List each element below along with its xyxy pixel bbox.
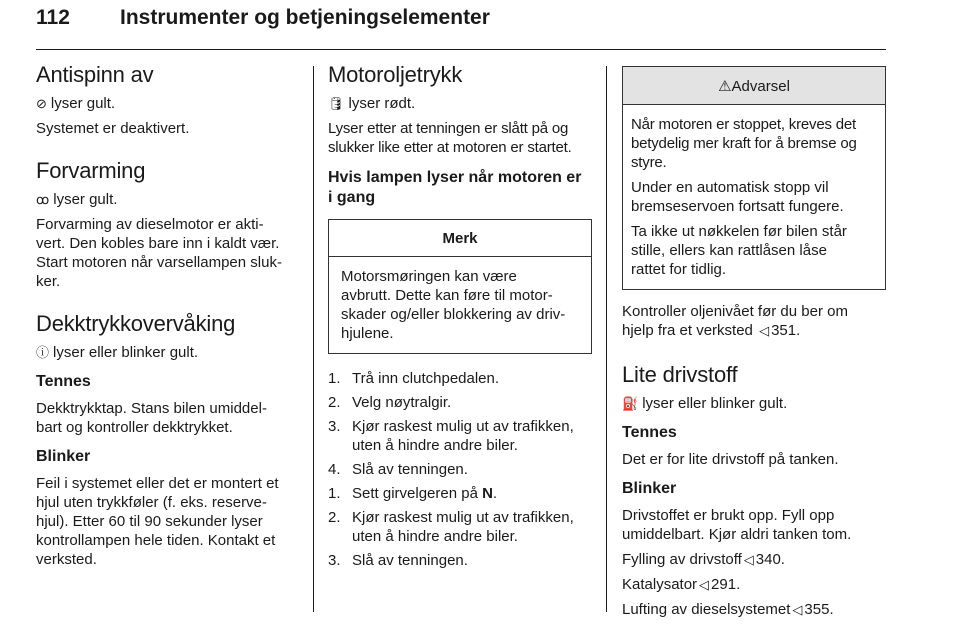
column-divider-2 (606, 66, 607, 612)
ref-lufting: Lufting av dieselsystemet ◁ 355. (622, 601, 834, 618)
note-body: Motorsmøringen kan være avbrutt. Dette kan føre til motor- skader og/eller blokkering av driv- hjulene. (341, 268, 566, 342)
column-3 (622, 60, 886, 619)
page-ref-icon: ◁ (759, 323, 770, 338)
ref-katalysator: Katalysator ◁ 291. (622, 576, 741, 593)
note-title: Merk (329, 220, 591, 257)
warning-title: ⚠Advarsel (623, 67, 885, 105)
list-item: 2. Kjør raskest mulig ut av trafikken, uten å hindre andre biler. (328, 509, 574, 545)
fuel-blinker-heading: Blinker (622, 480, 677, 497)
antispinn-text: Systemet er deaktivert. (36, 120, 190, 137)
ref-fylling: Fylling av drivstoff ◁ 340. (622, 551, 785, 568)
note-box (328, 219, 592, 354)
fuel-tennes-heading: Tennes (622, 424, 677, 441)
oil-lamp-subheading: Hvis lampen lyser når motoren er i gang (328, 169, 582, 206)
section-heading-forvarming: Forvarming (36, 158, 146, 183)
dekktrykk-status: ⓘ lyser eller blinker gult. (36, 344, 199, 361)
dekktrykk-blinker-heading: Blinker (36, 448, 91, 465)
fuel-status: ⛽ lyser eller blinker gult. (622, 395, 788, 412)
list-item: 3. Kjør raskest mulig ut av trafikken, uten å hindre andre biler. (328, 418, 574, 454)
column-2 (328, 60, 592, 575)
page-ref-icon: ◁ (792, 602, 803, 617)
page-ref-icon: ◁ (743, 552, 754, 567)
fuel-tennes-text: Det er for lite drivstoff på tanken. (622, 451, 839, 468)
warning-icon: ⚠ (718, 78, 732, 95)
warning-box (622, 66, 886, 290)
dekktrykk-tennes-text: Dekktrykktap. Stans bilen umiddel- bart og kontroller dekktrykket. (36, 400, 267, 436)
oil-can-icon: 🛢 (328, 96, 345, 111)
steps-list-automatic (328, 484, 592, 570)
page-number: 112 (36, 6, 70, 29)
list-item: 3. Slå av tenningen. (328, 552, 468, 569)
forvarming-status: ꝏ lyser gult. (36, 191, 118, 208)
list-item: 1. Sett girvelgeren på N. (328, 485, 498, 502)
section-heading-dekktrykk: Dekktrykkovervåking (36, 311, 236, 336)
oil-check-text: Kontroller oljenivået før du ber om hjelp fra et verksted ◁ 351. (622, 303, 848, 339)
list-item: 1. Trå inn clutchpedalen. (328, 370, 500, 387)
page-header (36, 6, 886, 46)
dekktrykk-blinker-text: Feil i systemet eller det er montert et hjul uten trykkføler (f. eks. reserve- hjul). Etter 60 til 90 sekunder lyser kontrollampen hele tiden. Kontakt et verksted. (36, 475, 279, 568)
fuel-pump-icon: ⛽ (622, 396, 639, 411)
oil-pressure-text: Lyser etter at tenningen er slått på og slukker like etter at motoren er startet. (328, 120, 572, 156)
tire-pressure-icon: ⓘ (36, 345, 50, 360)
dekktrykk-tennes-heading: Tennes (36, 373, 91, 390)
column-1 (36, 60, 300, 569)
page-ref-icon: ◁ (699, 577, 710, 592)
antispinn-status: ⊘ lyser gult. (36, 95, 116, 112)
section-heading-lite-drivstoff: Lite drivstoff (622, 362, 738, 387)
forvarming-text: Forvarming av dieselmotor er akti- vert. Den kobles bare inn i kaldt vær. Start motoren når varsellampen sluk- ker. (36, 216, 282, 290)
page-title: Instrumenter og betjeningselementer (120, 6, 490, 29)
traction-off-icon: ⊘ (36, 96, 47, 111)
oil-pressure-status: 🛢 lyser rødt. (328, 95, 416, 112)
column-divider-1 (313, 66, 314, 612)
list-item: 4. Slå av tenningen. (328, 461, 468, 478)
glow-plug-icon: ꝏ (36, 192, 50, 207)
list-item: 2. Velg nøytralgir. (328, 394, 452, 411)
header-divider (36, 49, 886, 50)
section-heading-antispinn: Antispinn av (36, 62, 154, 87)
section-heading-motoroljetrykk: Motoroljetrykk (328, 62, 463, 87)
steps-list-manual (328, 369, 592, 479)
warning-body: Når motoren er stoppet, kreves det betydelig mer kraft for å bremse og styre. Under en automatisk stopp vil bremseservoen fortsatt fungere. Ta ikke ut nøkkelen før bilen står stille, ellers kan rattlåsen låse rattet for tidlig. (631, 116, 857, 278)
fuel-blinker-text: Drivstoffet er brukt opp. Fyll opp umiddelbart. Kjør aldri tanken tom. (622, 507, 852, 543)
